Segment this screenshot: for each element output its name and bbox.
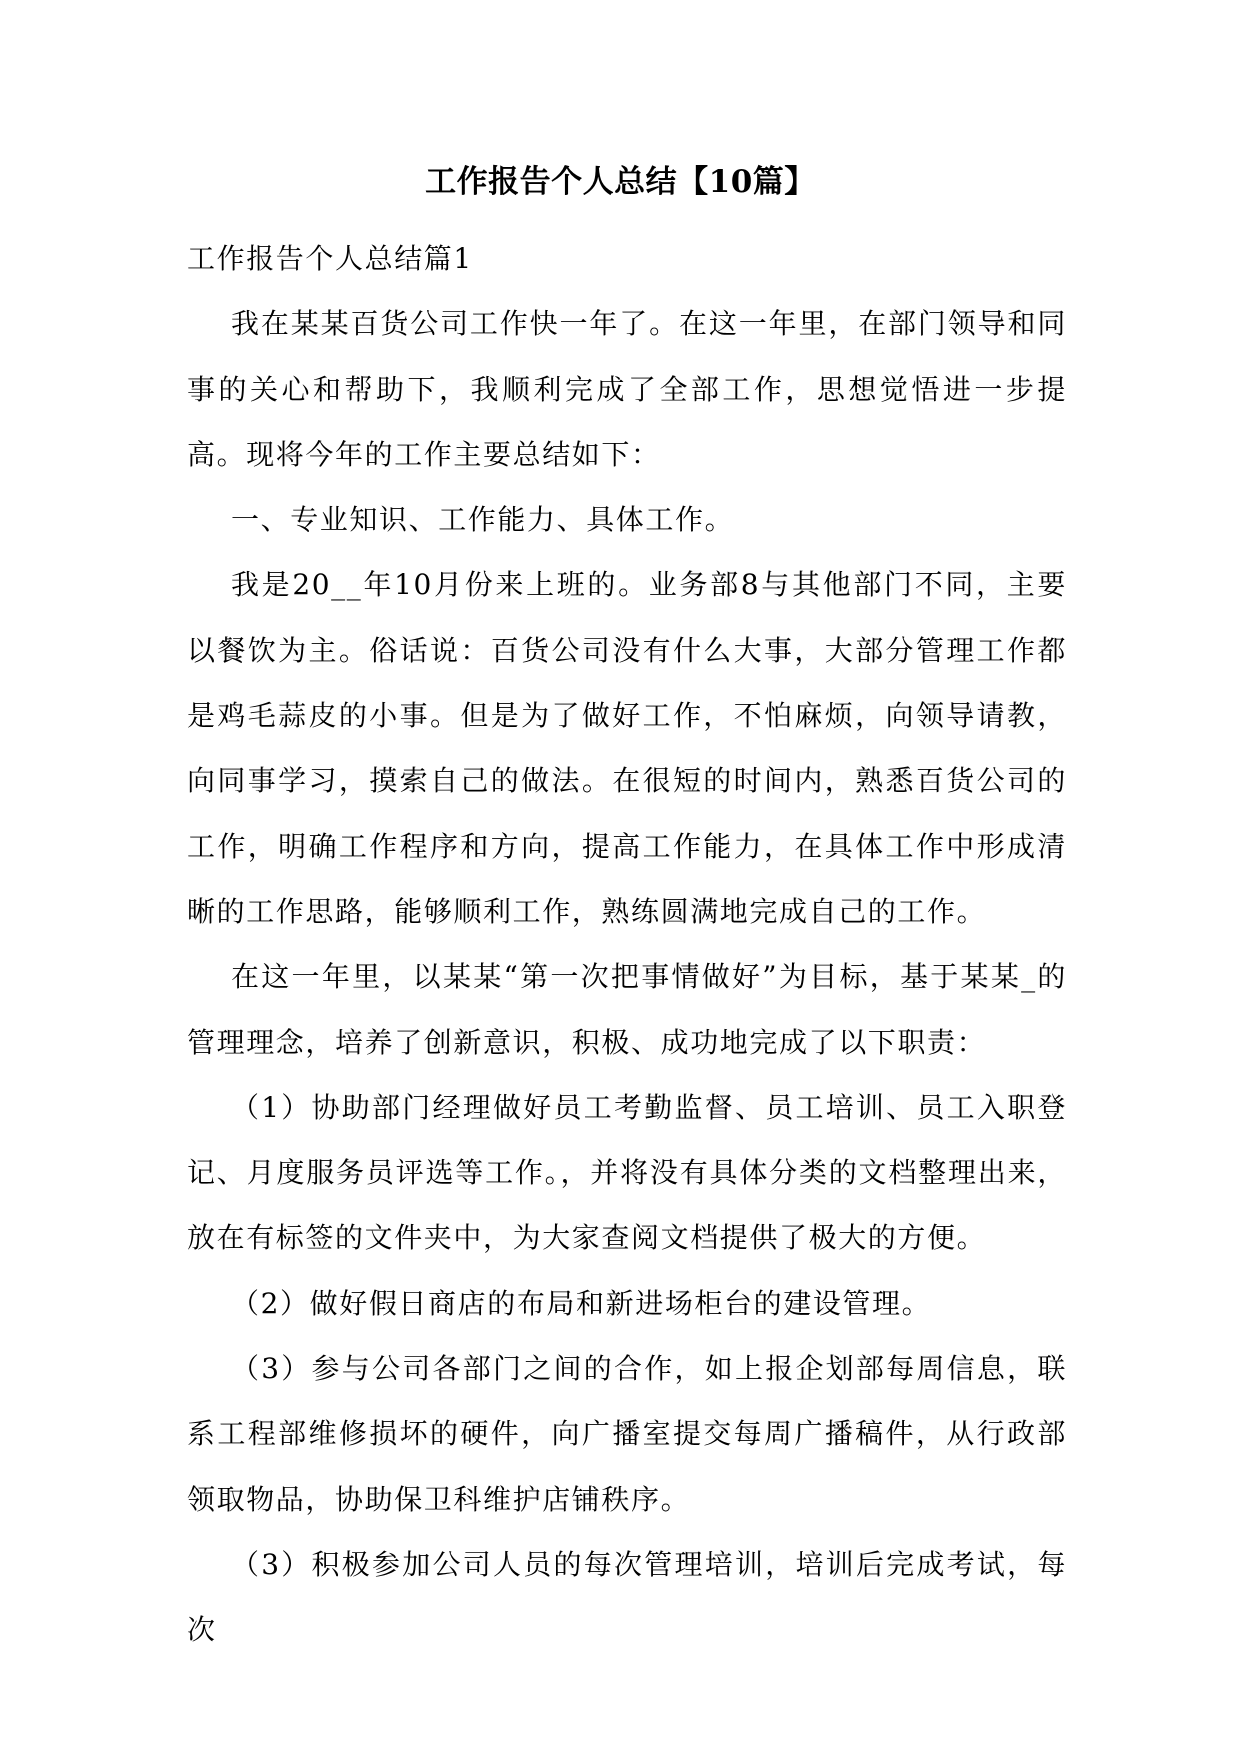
paragraph-work-start: 我是20__年10月份来上班的。业务部8与其他部门不同，主要以餐饮为主。俗话说：百货公司没有什么大事，大部分管理工作都是鸡毛蒜皮的小事。但是为了做好工作，不怕麻烦，向领导请教，向同事学习，摸索自己的做法。在很短的时间内，熟悉百货公司的工作，明确工作程序和方向，提高工作能力，在具体工作中形成清晰的工作思路，能够顺利工作，熟练圆满地完成自己的工作。 [187, 568, 1067, 928]
paragraph-item-2: （2）做好假日商店的布局和新进场柜台的建设管理。 [231, 1286, 932, 1320]
section-heading: 工作报告个人总结篇1 [187, 242, 473, 275]
paragraph-item-1: （1）协助部门经理做好员工考勤监督、员工培训、员工入职登记、月度服务员评选等工作。，并将没有具体分类的文档整理出来，放在有标签的文件夹中，为大家查阅文档提供了极大的方便。 [187, 1090, 1067, 1255]
paragraph-heading-one: 一、专业知识、工作能力、具体工作。 [231, 503, 735, 537]
document-title: 工作报告个人总结【10篇】 [425, 164, 816, 200]
document-body [187, 226, 1067, 1663]
paragraph-intro: 我在某某百货公司工作快一年了。在这一年里，在部门领导和同事的关心和帮助下，我顺利完成了全部工作，思想觉悟进一步提高。现将今年的工作主要总结如下： [187, 307, 1067, 471]
paragraph-item-3b: （3）积极参加公司人员的每次管理培训，培训后完成考试，每次 [187, 1547, 1067, 1647]
paragraph-goal: 在这一年里，以某某“第一次把事情做好”为目标，基于某某_的管理理念，培养了创新意识，积极、成功地完成了以下职责： [187, 960, 1067, 1059]
paragraph-item-3: （3）参与公司各部门之间的合作，如上报企划部每周信息，联系工程部维修损坏的硬件，向广播室提交每周广播稿件，从行政部领取物品，协助保卫科维护店铺秩序。 [187, 1352, 1067, 1516]
